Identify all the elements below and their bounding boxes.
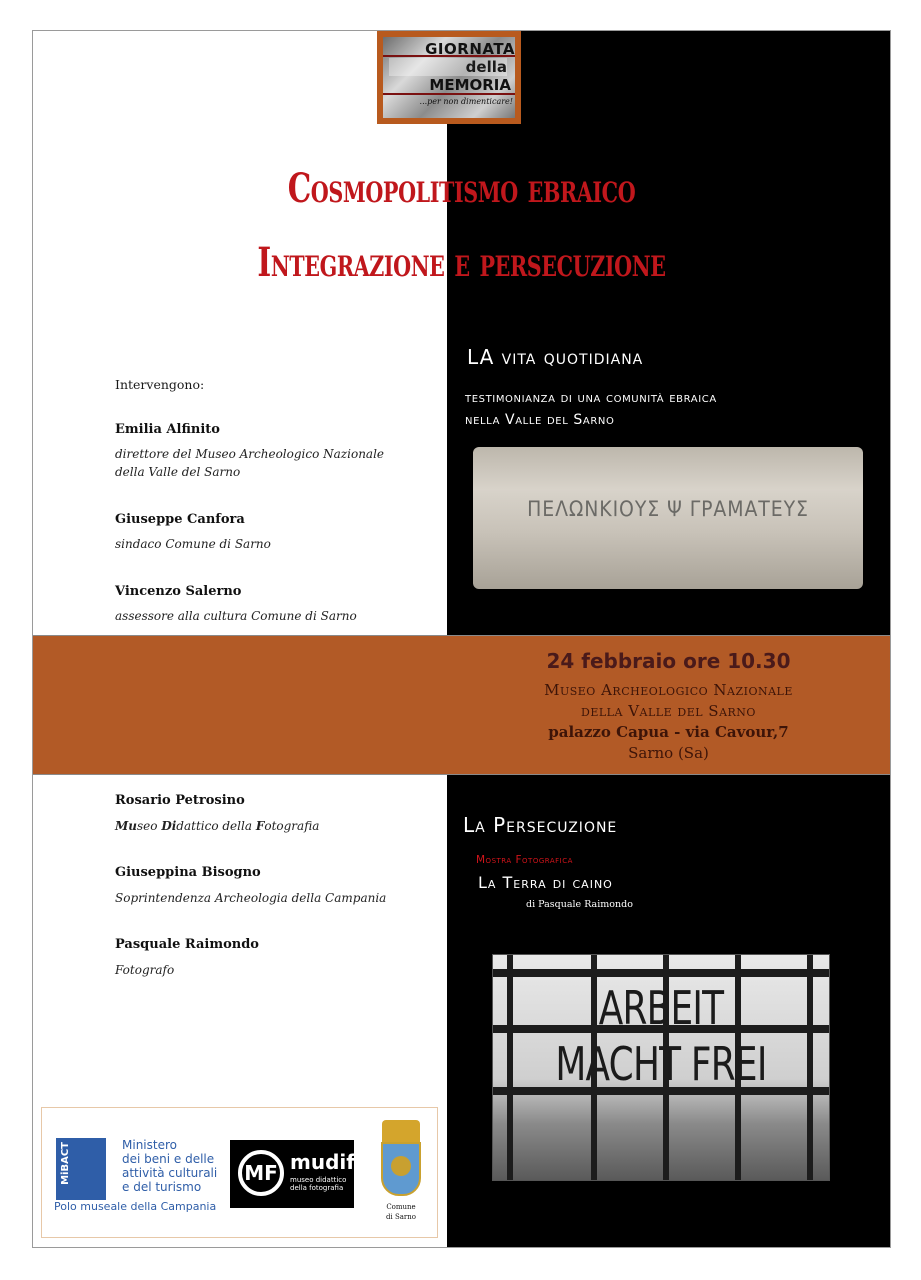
- speaker-name: Emilia Alfinito: [115, 422, 220, 437]
- speaker-role: Soprintendenza Archeologia della Campania: [115, 891, 387, 905]
- gate-bar: [807, 955, 813, 1180]
- mudif-sub-line: museo didattico: [290, 1176, 347, 1184]
- shield-icon: [381, 1142, 421, 1196]
- arbeit-gate-photo: [492, 954, 830, 1181]
- vita-heading: LA vita quotidiana: [467, 345, 644, 369]
- exhibition-title: La Terra di caino: [478, 873, 613, 892]
- speaker-role: direttore del Museo Archeologico Nazionale della Valle del Sarno: [115, 447, 385, 479]
- comune-line: di Sarno: [386, 1213, 416, 1221]
- inscription-text: ΠΕΛΩΝΚΙΟΥΣ Ψ ΓΡΑΜΑΤΕΥΣ: [527, 497, 809, 521]
- mibact-line: e del turismo: [122, 1180, 202, 1194]
- role-part: otografia: [264, 819, 320, 833]
- badge-image: [383, 37, 515, 118]
- gate-bar: [493, 969, 829, 977]
- polo-museale-text: Polo museale della Campania: [54, 1200, 217, 1213]
- mibact-line: Ministero: [122, 1138, 177, 1152]
- role-bold-part: F: [255, 819, 265, 833]
- mudif-name: mudif: [290, 1150, 355, 1174]
- speaker-name: Giuseppe Canfora: [115, 512, 245, 527]
- vita-subtitle: [465, 387, 865, 431]
- exhibition-author: di Pasquale Raimondo: [526, 899, 633, 910]
- comune-label: [368, 1202, 434, 1222]
- mudif-mark: MF: [238, 1150, 284, 1196]
- badge-line3: MEMORIA: [429, 76, 511, 94]
- mibact-line: attività culturali: [122, 1166, 218, 1180]
- vita-subtitle-line1: testimonianza di una comunità ebraica: [465, 390, 717, 406]
- role-part: seo: [137, 819, 162, 833]
- badge-tagline: ...per non dimenticare!: [419, 97, 513, 106]
- persecuzione-heading: La Persecuzione: [463, 813, 618, 837]
- event-city: Sarno (Sa): [628, 744, 709, 762]
- gate-text-line2: MACHT FREI: [555, 1037, 767, 1091]
- inscription-photo: [469, 441, 867, 595]
- speaker-name: Pasquale Raimondo: [115, 937, 259, 952]
- badge-line1: GIORNATA: [425, 40, 515, 58]
- mibact-line: dei beni e delle: [122, 1152, 215, 1166]
- comune-line: Comune: [386, 1203, 416, 1211]
- speaker-role: Fotografo: [115, 963, 175, 977]
- poster: [32, 30, 891, 1248]
- speaker-role: sindaco Comune di Sarno: [115, 537, 271, 551]
- speaker-role: [115, 817, 415, 835]
- gate-bar: [507, 955, 513, 1180]
- sponsor-logos: [41, 1107, 438, 1238]
- role-part: dattico della: [176, 819, 256, 833]
- title-line1: Cosmopolitismo ebraico: [287, 165, 636, 212]
- mibact-mark-text: MiBACT: [60, 1142, 71, 1185]
- badge-line2: della: [389, 58, 507, 76]
- speaker-name: Vincenzo Salerno: [115, 584, 242, 599]
- role-bold-part: Mu: [115, 819, 138, 833]
- mudif-sub-line: della fotografia: [290, 1184, 344, 1192]
- event-date: 24 febbraio ore 10.30: [546, 649, 791, 673]
- giornata-memoria-badge: [377, 31, 521, 124]
- title-line2: Integrazione e persecuzione: [257, 239, 666, 286]
- mibact-text: [122, 1138, 217, 1194]
- event-address: palazzo Capua - via Cavour,7: [548, 723, 789, 741]
- speaker-name: Giuseppina Bisogno: [115, 865, 261, 880]
- vita-subtitle-line2: nella Valle del Sarno: [465, 412, 615, 428]
- event-venue-line1: Museo Archeologico Nazionale: [544, 681, 793, 699]
- mostra-label: Mostra Fotografica: [476, 854, 573, 866]
- gate-text-line1: ARBEIT: [598, 981, 724, 1035]
- speaker-name: Rosario Petrosino: [115, 793, 245, 808]
- crown-icon: [382, 1120, 420, 1142]
- intervengono-label: Intervengono:: [115, 377, 205, 392]
- mudif-subtitle: [290, 1176, 346, 1192]
- mibact-logo: [56, 1138, 106, 1200]
- speaker-role: assessore alla cultura Comune di Sarno: [115, 609, 357, 623]
- mudif-logo: [230, 1140, 354, 1208]
- role-bold-part: Di: [161, 819, 177, 833]
- comune-crest-icon: [378, 1120, 424, 1204]
- event-venue-line2: della Valle del Sarno: [581, 702, 756, 720]
